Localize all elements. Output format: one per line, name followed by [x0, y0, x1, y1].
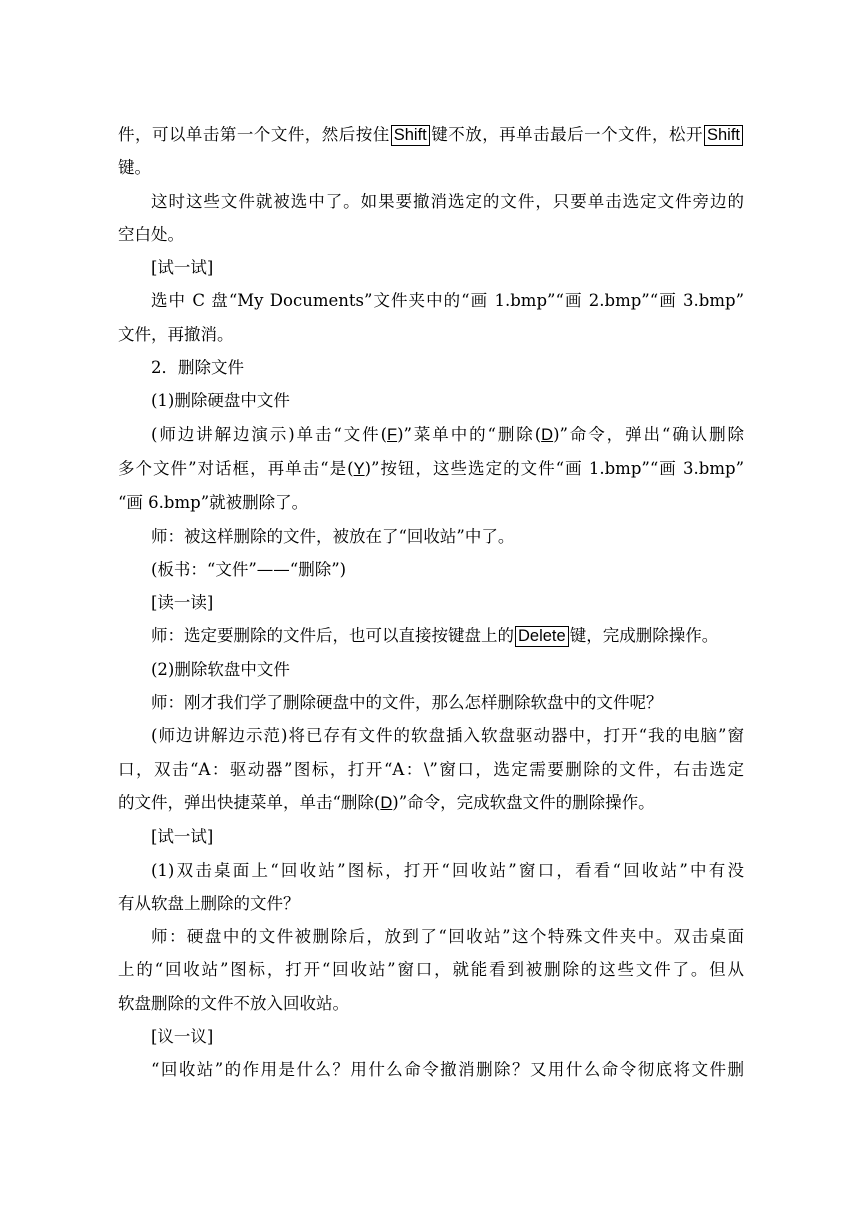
- text-run: 键不放，再单击最后一个文件，松开: [430, 125, 703, 144]
- text-run: 师：选定要删除的文件后，也可以直接按键盘上的: [151, 626, 514, 646]
- text-run: )”按钮，这些选定的文件“画 1.bmp”“画 3.bmp”: [364, 458, 744, 478]
- paragraph-line: 这时这些文件就被选中了。如果要撤消选定的文件，只要单击选定文件旁边的: [151, 191, 744, 211]
- section-tag: [议一议]: [151, 1027, 214, 1047]
- subsection-heading: (2)删除软盘中文件: [151, 659, 290, 679]
- paragraph-line: 选中 C 盘“My Documents”文件夹中的“画 1.bmp”“画 2.bmp”“画 3.bmp”: [151, 291, 744, 311]
- underlined-hotkey: Y: [353, 459, 365, 478]
- paragraph-line: 有从软盘上删除的文件？: [118, 893, 300, 913]
- paragraph-line: 键。: [118, 158, 151, 178]
- delete-key-box: Delete: [515, 626, 569, 647]
- paragraph-line: “回收站”的作用是什么？用什么命令撤消删除？又用什么命令彻底将文件删: [151, 1060, 744, 1080]
- text-run: 的文件，弹出快捷菜单，单击“删除(: [118, 792, 381, 812]
- text-run: )”命令，弹出“确认删除: [553, 424, 745, 444]
- paragraph-line: (师边讲解边示范)将已存有文件的软盘插入软盘驱动器中，打开“我的电脑”窗: [151, 726, 744, 746]
- paragraph-line: 上的“回收站”图标，打开“回收站”窗口，就能看到被删除的这些文件了。但从: [118, 960, 744, 980]
- text-run: )”菜单中的“删除(: [397, 424, 542, 444]
- paragraph-line: 软盘删除的文件不放入回收站。: [118, 993, 349, 1013]
- underlined-hotkey: D: [541, 425, 554, 444]
- text-run: 件，可以单击第一个文件，然后按住: [118, 125, 390, 144]
- text-run: 键，完成删除操作。: [569, 626, 719, 646]
- shift-key-box: Shift: [391, 125, 430, 146]
- text-run: 多个文件”对话框，再单击“是(: [118, 458, 354, 478]
- paragraph-line: 文件，再撤消。: [118, 324, 234, 344]
- paragraph-line: 口，双击“A：驱动器”图标，打开“A：\”窗口，选定需要删除的文件，右击选定: [118, 759, 744, 779]
- underlined-hotkey: F: [387, 425, 398, 444]
- underlined-hotkey: D: [380, 793, 393, 812]
- section-tag: [试一试]: [151, 258, 214, 278]
- paragraph-line: 师：硬盘中的文件被删除后，放到了“回收站”这个特殊文件夹中。双击桌面: [151, 927, 744, 947]
- document-body: [118, 118, 744, 1087]
- paragraph-line: [118, 619, 744, 652]
- paragraph-line: [118, 452, 744, 486]
- paragraph-line: [118, 418, 744, 452]
- text-run: (师边讲解边演示)单击“文件(: [151, 424, 388, 444]
- paragraph-line: 空白处。: [118, 224, 184, 244]
- text-run: )”命令，完成软盘文件的删除操作。: [392, 792, 655, 812]
- shift-key-box: Shift: [704, 125, 743, 146]
- section-heading: 2．删除文件: [151, 358, 244, 378]
- subsection-heading: (1)删除硬盘中文件: [151, 391, 290, 411]
- paragraph-line: 师：被这样删除的文件，被放在了“回收站”中了。: [151, 526, 515, 546]
- paragraph-line: “画 6.bmp”就被删除了。: [118, 493, 309, 513]
- section-tag: [试一试]: [151, 827, 214, 847]
- paragraph-line: (1)双击桌面上“回收站”图标，打开“回收站”窗口，看看“回收站”中有没: [151, 860, 744, 880]
- section-tag: [读一读]: [151, 593, 214, 613]
- blackboard-note: (板书：“文件”——“删除”): [151, 559, 347, 579]
- paragraph-line: 师：刚才我们学了删除硬盘中的文件，那么怎样删除软盘中的文件呢？: [151, 693, 663, 713]
- paragraph-line: [118, 118, 744, 151]
- paragraph-line: [118, 786, 744, 820]
